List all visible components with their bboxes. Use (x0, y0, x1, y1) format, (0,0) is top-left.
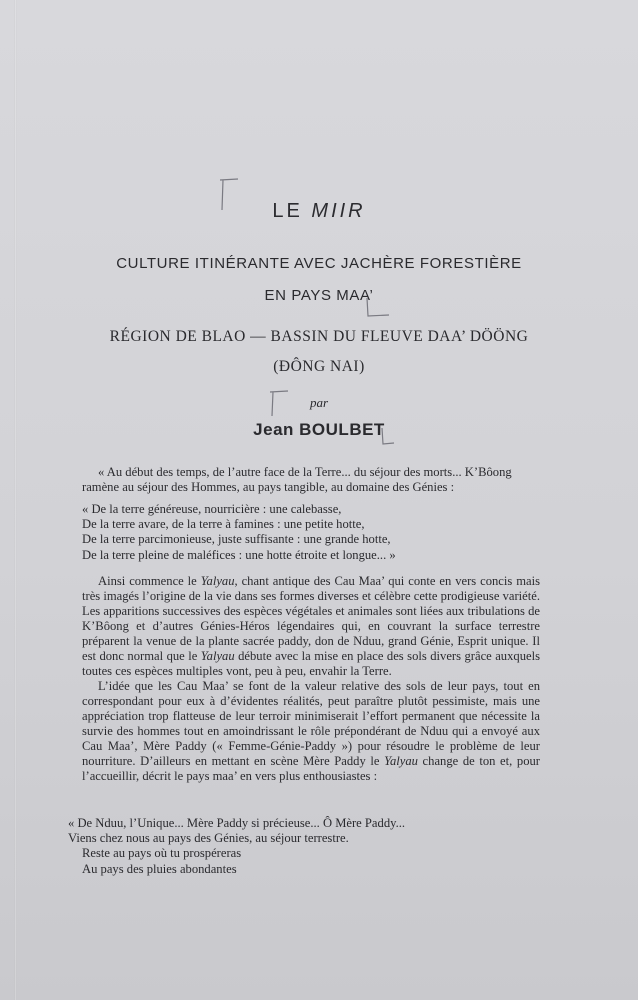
para-1-text-a: Ainsi commence le (98, 574, 201, 588)
poem-2-line: Viens chez nous au pays des Génies, au séjour terrestre. (68, 831, 349, 846)
poem-2-line: « De Nduu, l’Unique... Mère Paddy si précieuse... Ô Mère Paddy... (68, 816, 406, 830)
para-1-yalyau-2: Yalyau (200, 649, 235, 663)
by-line: par (309, 395, 329, 410)
body-paragraph-1 (82, 574, 540, 679)
intro-line-1: « Au début des temps, de l’autre face de la Terre... du séjour des morts... K’Bôong (98, 465, 512, 479)
author-last: BOULBET (299, 420, 385, 439)
intro-line-2: ramène au séjour des Hommes, au pays tangible, au domaine des Génies : (82, 480, 455, 494)
page-fold (14, 0, 17, 1000)
poem-1-line: « De la terre généreuse, nourricière : une calebasse, (82, 502, 342, 516)
para-2-text-b: change de ton et, pour l’accueillir, décrit le pays maa’ en vers plus enthousiastes : (82, 754, 541, 783)
poem-1-line: De la terre pleine de maléfices : une hotte étroite et longue... » (82, 547, 396, 562)
title-main: MIIR (311, 200, 366, 222)
poem-1-line: De la terre parcimonieuse, juste suffisante : une grande hotte, (82, 532, 391, 547)
para-2-yalyau: Yalyau (384, 754, 418, 768)
page-title (0, 200, 638, 223)
title-prefix: LE (272, 200, 312, 222)
poem-2-line: Au pays des pluies abondantes (82, 861, 237, 876)
poem-2 (68, 816, 536, 877)
region-line: RÉGION DE BLAO — BASSIN DU FLEUVE DAA’ DÖÖNG (109, 328, 529, 345)
body-text (82, 574, 540, 784)
para-1-text-b: , chant antique des Cau Maa’ qui conte en vers concis mais très imagés l’origine de la vie dans ses formes diverses et célèbre cette prodigieuse variété. Les apparitions successives des espèces végétales et animales sont liées aux tribulations de K’Bôong et d’autres Génies-Héros légendaires qui, en couvrant la surface terrestre préparent la venue de la plante sacrée paddy, don de Nduu, grand Génie, Esprit unique. Il est donc normal que le (82, 574, 540, 663)
poem-1 (82, 502, 536, 563)
para-2-text-a: L’idée que les Cau Maa’ se font de la valeur relative des sols de leur pays, tout en correspondant pour eux à d’évidentes réalités, peut paraître plutôt pessimiste, mais une appréciation trop flatteuse de leur terroir minimiserait l’effort permanent que nécessite la survie des hommes tout en amoindrissant le rôle prépondérant de Nduu qui a envoyé aux Cau Maa’, Mère Paddy (« Femme-Génie-Paddy ») pour résoudre le problème de leur nourriture. D’ailleurs en mettant en scène Mère Paddy le (82, 679, 540, 768)
author-name (0, 420, 638, 440)
poem-1-line: De la terre avare, de la terre à famines : une petite hotte, (82, 517, 365, 532)
subtitle-2: EN PAYS MAA’ (264, 287, 374, 304)
author-first: Jean (253, 420, 300, 439)
region-paren: (ĐÔNG NAI) (273, 358, 365, 375)
body-paragraph-2 (82, 679, 540, 784)
poem-2-line: Reste au pays où tu prospéreras (82, 846, 242, 861)
intro-paragraph (82, 465, 540, 495)
para-1-text-c: débute avec la mise en place des sols divers grâce auxquels toutes ces espèces multiples vont, peu à peu, envahir la Terre. (82, 649, 540, 678)
subtitle-1: CULTURE ITINÉRANTE AVEC JACHÈRE FORESTIÈRE (116, 255, 522, 272)
para-1-yalyau-1: Yalyau (200, 574, 235, 588)
